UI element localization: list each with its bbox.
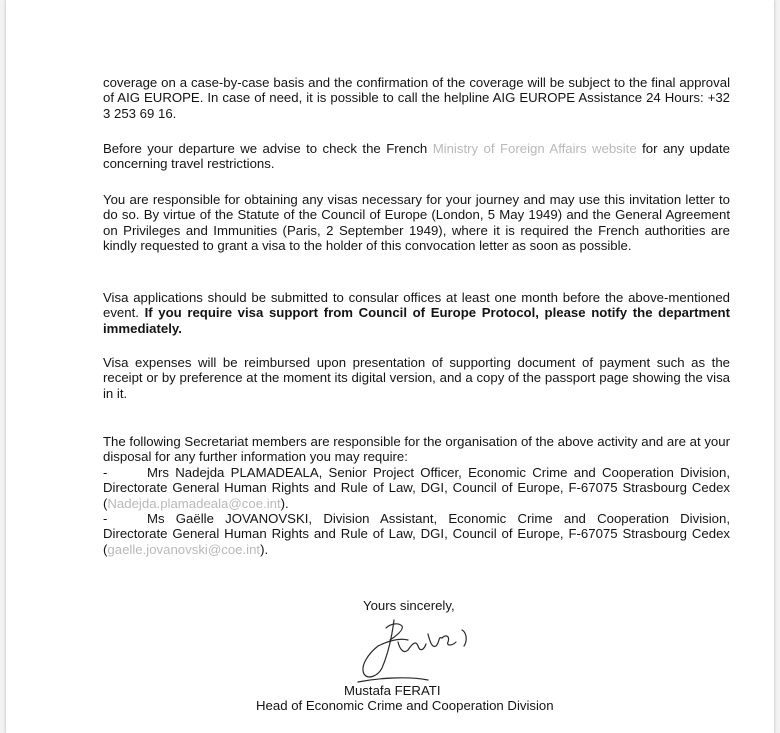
paragraph-visas: You are responsible for obtaining any visas necessary for your journey and may use this invitation letter to do so. By virtue of the Statute of the Council of Europe (London, 5 May 1949) and the General Agreement on Privileges and Immunities (Paris, 2 September 1949), where it is required the French authorities are kindly requested to grant a visa to the holder of this convocation letter as soon as possible. <box>103 192 730 254</box>
contact-item <box>103 511 730 557</box>
signer-name: Mustafa FERATI <box>344 683 441 698</box>
list-dash: - <box>103 464 108 480</box>
contact-text: Ms Gaëlle JOVANOVSKI, Division Assistant, Economic Crime and Cooperation Division, Directorate General Human Rights and Rule of Law, DGI, Council of Europe, F-67075 Strasbourg Cedex ( <box>103 511 730 557</box>
paragraph-insurance: coverage on a case-by-case basis and the confirmation of the coverage will be subject to the final approval of AIG EUROPE. In case of need, it is possible to call the helpline AIG EUROPE Assistance 24 Hours: +32 3 253 69 16. <box>103 75 730 121</box>
signer-title: Head of Economic Crime and Cooperation Division <box>256 698 554 713</box>
paragraph-text: Before your departure we advise to check the French <box>103 141 433 156</box>
ministry-website-link[interactable]: Ministry of Foreign Affairs website <box>432 141 637 156</box>
paragraph-text: for any update concerning travel restrictions. <box>103 141 730 172</box>
letter-page <box>6 0 774 733</box>
contact-item <box>103 465 730 511</box>
closing-salutation: Yours sincerely, <box>363 598 455 613</box>
contact-close: ). <box>280 495 289 511</box>
signature-image <box>338 610 488 690</box>
paragraph-contacts <box>103 434 730 557</box>
contact-text: Mrs Nadejda PLAMADEALA, Senior Project Officer, Economic Crime and Cooperation Division, Directorate General Human Rights and Rule of Law, DGI, Council of Europe, F-67075 Strasbourg Cedex ( <box>103 464 730 511</box>
contact-email-link[interactable]: gaelle.jovanovski@coe.int <box>107 541 261 557</box>
paragraph-travel-restrictions <box>103 141 730 172</box>
paragraph-visa-applications <box>103 290 730 336</box>
paragraph-visa-expenses: Visa expenses will be reimbursed upon presentation of supporting document of payment such as the receipt or by preference at the moment its digital version, and a copy of the passport page showing the visa in it. <box>103 355 730 401</box>
paragraph-text: Visa applications should be submitted to consular offices at least one month before the above-mentioned event. <box>103 290 730 321</box>
contact-close: ). <box>260 541 269 557</box>
list-dash: - <box>103 511 108 527</box>
visa-support-notice: If you require visa support from Council of Europe Protocol, please notify the department immediately. <box>103 305 730 336</box>
contact-email-link[interactable]: Nadejda.plamadeala@coe.int <box>107 495 281 511</box>
contacts-intro: The following Secretariat members are responsible for the organisation of the above activity and are at your disposal for any further information you may require: <box>103 434 730 465</box>
